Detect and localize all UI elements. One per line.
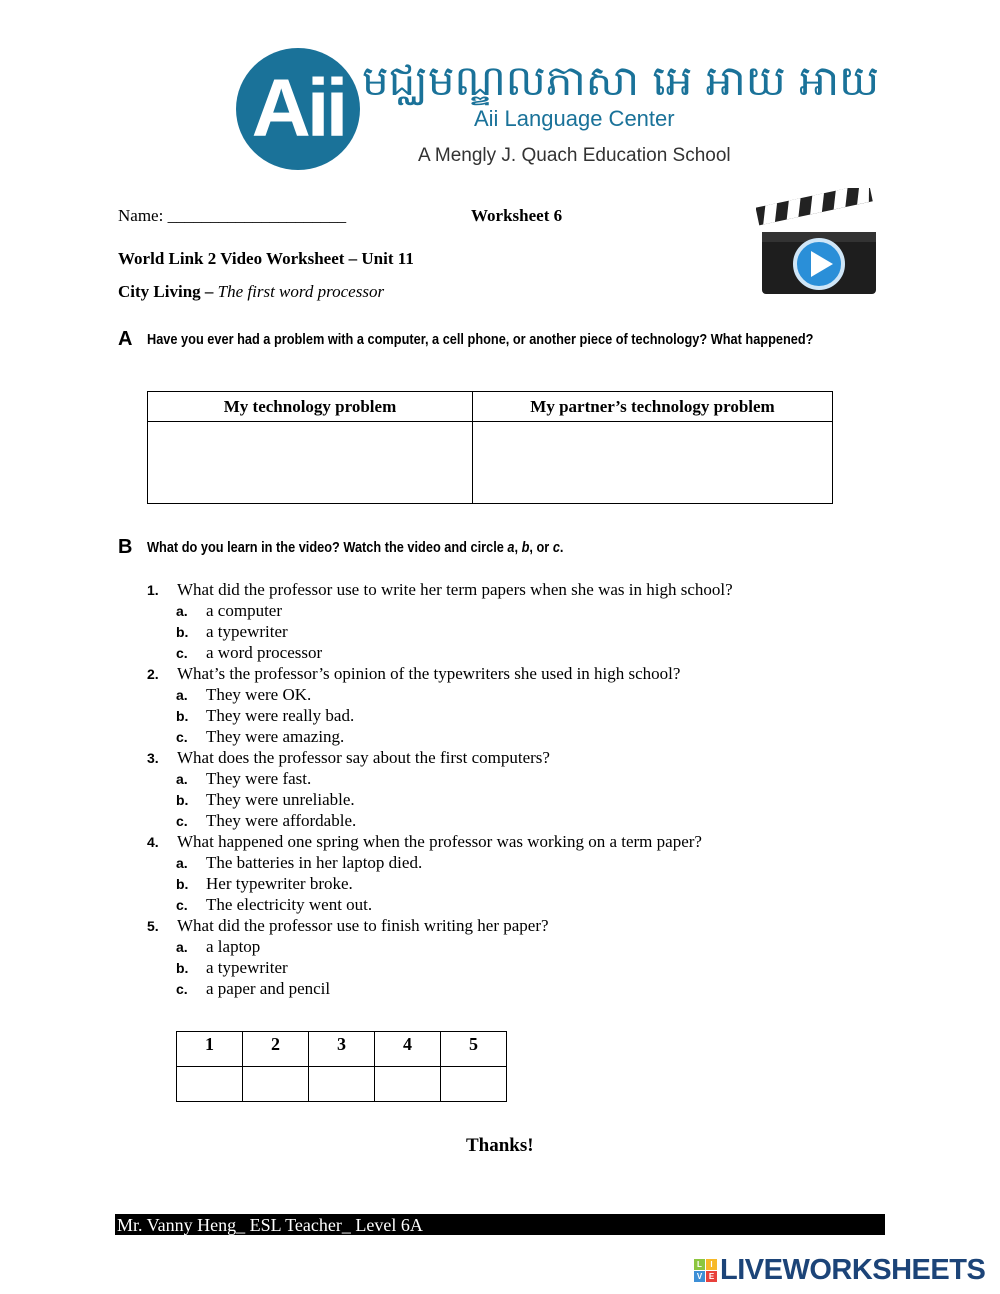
option-text: Her typewriter broke. xyxy=(206,874,353,893)
section-a-letter: A xyxy=(118,328,133,350)
option-letter: c. xyxy=(176,729,188,745)
footer-bar: Mr. Vanny Heng_ ESL Teacher_ Level 6A xyxy=(115,1214,885,1235)
header-my-problem: My technology problem xyxy=(148,392,473,422)
option-letter: b. xyxy=(176,792,189,808)
answer-cell-1[interactable] xyxy=(177,1067,243,1102)
option-letter: c. xyxy=(176,645,188,661)
option-text: a laptop xyxy=(206,937,261,956)
option-letter: b. xyxy=(176,960,189,976)
option-letter: a. xyxy=(176,603,188,619)
option-text: They were really bad. xyxy=(206,706,355,725)
option-letter: b. xyxy=(176,876,189,892)
option-1-c[interactable] xyxy=(176,643,322,663)
option-3-c[interactable] xyxy=(176,811,356,831)
logo-khmer-text: មជ្ឈមណ្ឌលភាសា អេ អាយ អាយ xyxy=(362,56,880,105)
answer-header-2: 2 xyxy=(243,1032,309,1067)
answer-cell-5[interactable] xyxy=(441,1067,507,1102)
question-number: 4. xyxy=(147,834,159,850)
option-4-b[interactable] xyxy=(176,874,353,894)
option-text: a paper and pencil xyxy=(206,979,331,998)
logo-center-name: Aii Language Center xyxy=(474,106,675,131)
worksheet-number: Worksheet 6 xyxy=(471,206,563,225)
answer-cell-3[interactable] xyxy=(309,1067,375,1102)
option-letter: a. xyxy=(176,939,188,955)
section-b-instructions: What do you learn in the video? Watch the video and circle a, b, or c. xyxy=(147,540,564,556)
answer-header-4: 4 xyxy=(375,1032,441,1067)
thanks-text: Thanks! xyxy=(466,1135,534,1156)
question-5 xyxy=(147,916,549,936)
live-tiles-icon: L I V E xyxy=(694,1259,717,1282)
option-text: a word processor xyxy=(206,643,323,662)
question-number: 2. xyxy=(147,666,159,682)
question-text: What’s the professor’s opinion of the typewriters she used in high school? xyxy=(177,664,681,683)
technology-problem-table xyxy=(147,391,833,504)
option-letter: b. xyxy=(176,708,189,724)
option-letter: a. xyxy=(176,771,188,787)
question-text: What happened one spring when the professor was working on a term paper? xyxy=(177,832,702,851)
option-text: The batteries in her laptop died. xyxy=(206,853,423,872)
question-1 xyxy=(147,580,733,600)
answer-cell-2[interactable] xyxy=(243,1067,309,1102)
option-letter: c. xyxy=(176,813,188,829)
question-number: 3. xyxy=(147,750,159,766)
option-letter: c. xyxy=(176,897,188,913)
option-4-a[interactable] xyxy=(176,853,422,873)
question-text: What does the professor say about the first computers? xyxy=(177,748,550,767)
answer-cell-4[interactable] xyxy=(375,1067,441,1102)
my-problem-cell[interactable] xyxy=(148,422,473,504)
option-3-a[interactable] xyxy=(176,769,311,789)
option-text: They were fast. xyxy=(206,769,312,788)
option-text: They were affordable. xyxy=(206,811,357,830)
question-number: 1. xyxy=(147,582,159,598)
worksheet-subtitle: City Living – The first word processor xyxy=(118,282,385,301)
section-b-letter: B xyxy=(118,536,133,558)
name-field[interactable]: Name: _____________________ xyxy=(118,206,347,225)
partner-problem-cell[interactable] xyxy=(473,422,833,504)
section-a-instructions: Have you ever had a problem with a computer, a cell phone, or another piece of technology? What happened? xyxy=(147,332,814,348)
answer-header-1: 1 xyxy=(177,1032,243,1067)
option-letter: c. xyxy=(176,981,188,997)
question-number: 5. xyxy=(147,918,159,934)
option-text: a typewriter xyxy=(206,622,288,641)
question-text: What did the professor use to write her term papers when she was in high school? xyxy=(177,580,733,599)
worksheet-title: World Link 2 Video Worksheet – Unit 11 xyxy=(118,249,414,268)
option-1-a[interactable] xyxy=(176,601,282,621)
video-clapperboard-icon xyxy=(756,188,880,312)
option-5-b[interactable] xyxy=(176,958,288,978)
option-text: a typewriter xyxy=(206,958,288,977)
question-text: What did the professor use to finish writing her paper? xyxy=(177,916,549,935)
option-2-a[interactable] xyxy=(176,685,311,705)
answer-header-3: 3 xyxy=(309,1032,375,1067)
option-text: They were OK. xyxy=(206,685,312,704)
option-2-b[interactable] xyxy=(176,706,354,726)
question-4 xyxy=(147,832,702,852)
question-3 xyxy=(147,748,550,768)
header-partner-problem: My partner’s technology problem xyxy=(473,392,833,422)
liveworksheets-logo: L I V E LIVEWORKSHEETS xyxy=(694,1254,985,1287)
option-3-b[interactable] xyxy=(176,790,355,810)
option-text: They were unreliable. xyxy=(206,790,355,809)
option-letter: a. xyxy=(176,855,188,871)
option-5-c[interactable] xyxy=(176,979,330,999)
question-2 xyxy=(147,664,680,684)
option-letter: a. xyxy=(176,687,188,703)
logo-aii: Aii xyxy=(236,48,360,170)
option-1-b[interactable] xyxy=(176,622,288,642)
option-text: The electricity went out. xyxy=(206,895,373,914)
option-text: They were amazing. xyxy=(206,727,345,746)
option-letter: b. xyxy=(176,624,189,640)
option-text: a computer xyxy=(206,601,282,620)
answer-header-5: 5 xyxy=(441,1032,507,1067)
option-4-c[interactable] xyxy=(176,895,372,915)
option-5-a[interactable] xyxy=(176,937,260,957)
option-2-c[interactable] xyxy=(176,727,344,747)
answer-table xyxy=(176,1031,507,1102)
logo-school-name: A Mengly J. Quach Education School xyxy=(418,145,731,166)
